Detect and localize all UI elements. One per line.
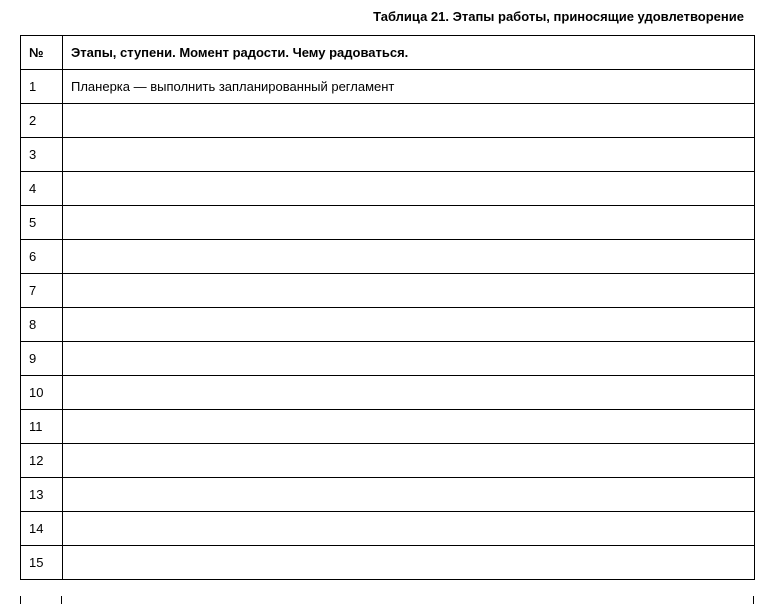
header-number: №: [21, 36, 63, 70]
row-number: 7: [21, 274, 63, 308]
table-row: [21, 104, 755, 138]
row-text: [63, 206, 755, 240]
row-text: [63, 478, 755, 512]
row-number: 2: [21, 104, 63, 138]
table-row: [21, 444, 755, 478]
table-caption: Таблица 21. Этапы работы, приносящие удовлетворение: [373, 9, 744, 24]
row-number: 8: [21, 308, 63, 342]
row-text: [63, 172, 755, 206]
row-number: 12: [21, 444, 63, 478]
row-number: 3: [21, 138, 63, 172]
row-number: 6: [21, 240, 63, 274]
row-text: [63, 308, 755, 342]
row-text: [63, 444, 755, 478]
page-bottom-clip: [0, 596, 774, 604]
table-row: [21, 308, 755, 342]
table-row: [21, 376, 755, 410]
row-text: [63, 240, 755, 274]
row-text: [63, 410, 755, 444]
row-number: 14: [21, 512, 63, 546]
table-row: [21, 410, 755, 444]
row-text: [63, 546, 755, 580]
table-row: [21, 478, 755, 512]
row-text: Планерка — выполнить запланированный регламент: [63, 70, 755, 104]
header-stages: Этапы, ступени. Момент радости. Чему радоваться.: [63, 36, 755, 70]
row-number: 9: [21, 342, 63, 376]
table-border-right: [753, 596, 754, 604]
table-row: [21, 172, 755, 206]
row-number: 4: [21, 172, 63, 206]
row-text: [63, 274, 755, 308]
table-row: [21, 240, 755, 274]
row-number: 1: [21, 70, 63, 104]
row-number: 13: [21, 478, 63, 512]
row-number: 15: [21, 546, 63, 580]
table-row: [21, 274, 755, 308]
row-number: 5: [21, 206, 63, 240]
table-border-left: [20, 596, 21, 604]
row-text: [63, 342, 755, 376]
row-number: 10: [21, 376, 63, 410]
stages-table: [20, 35, 755, 580]
table-row: [21, 342, 755, 376]
row-text: [63, 512, 755, 546]
table-row: [21, 512, 755, 546]
table-header-row: [21, 36, 755, 70]
row-text: [63, 104, 755, 138]
table-row: [21, 206, 755, 240]
table-row: [21, 70, 755, 104]
table-row: [21, 138, 755, 172]
row-text: [63, 376, 755, 410]
row-text: [63, 138, 755, 172]
table-border-divider: [61, 596, 62, 604]
table-row: [21, 546, 755, 580]
row-number: 11: [21, 410, 63, 444]
